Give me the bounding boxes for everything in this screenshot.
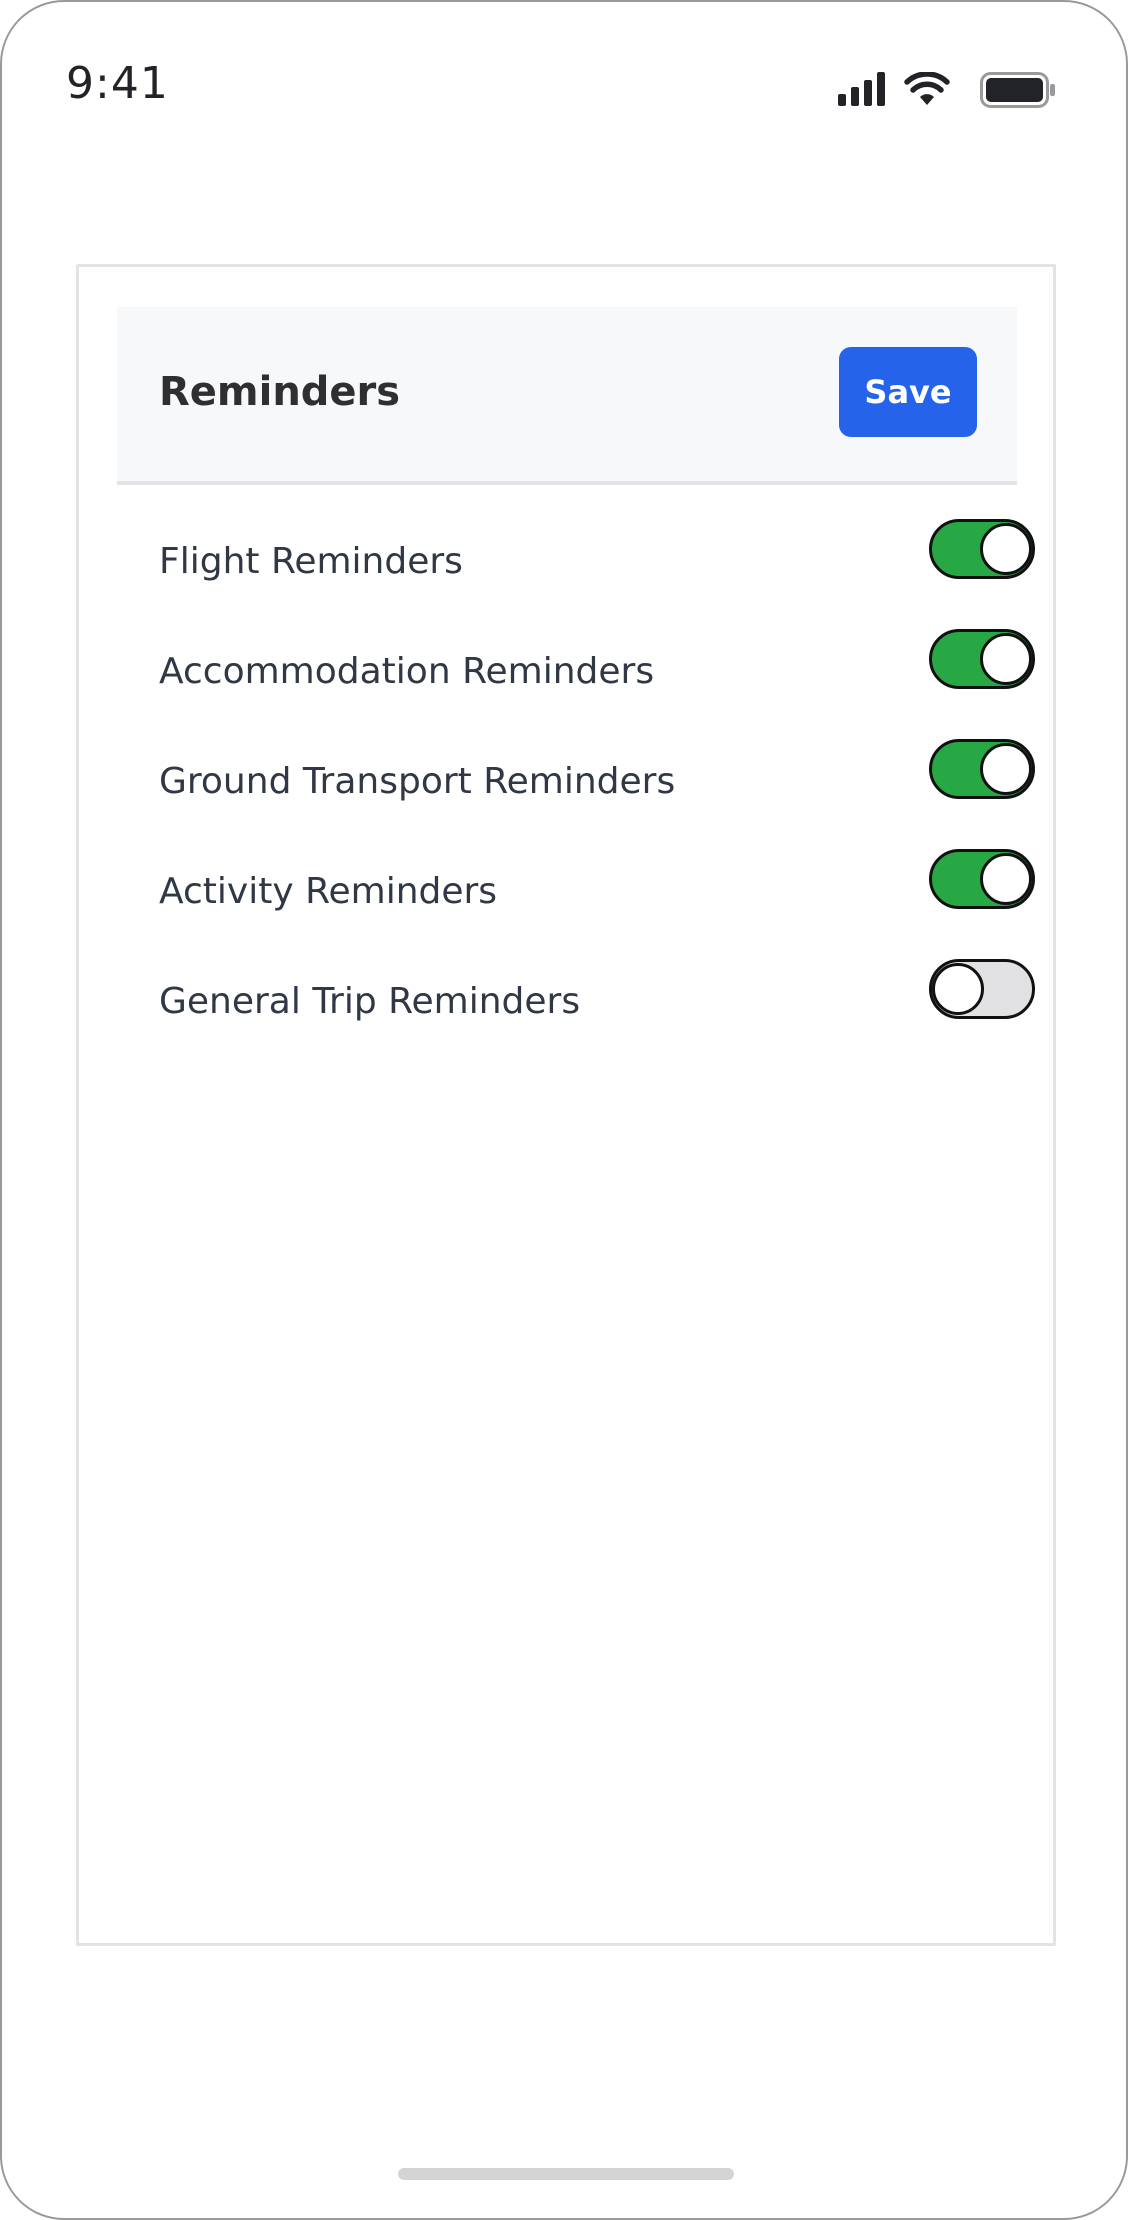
ground-transport-reminders-toggle[interactable] (929, 739, 1035, 799)
toggle-knob (980, 853, 1032, 905)
reminder-row-accommodation (159, 629, 979, 719)
reminder-label: Ground Transport Reminders (159, 761, 676, 802)
general-trip-reminders-toggle[interactable] (929, 959, 1035, 1019)
wifi-icon (904, 72, 950, 106)
reminder-row-flight (159, 519, 979, 609)
toggle-knob (980, 523, 1032, 575)
reminders-card (76, 264, 1056, 1946)
status-bar (2, 2, 1126, 182)
save-button[interactable]: Save (839, 347, 977, 437)
status-time: 9:41 (66, 58, 169, 109)
reminder-label: Flight Reminders (159, 541, 463, 582)
home-indicator[interactable] (398, 2168, 734, 2180)
page-title: Reminders (159, 369, 401, 415)
reminder-row-ground-transport (159, 739, 979, 829)
reminder-row-general-trip (159, 959, 979, 1049)
card-header (117, 307, 1017, 485)
toggle-knob (980, 743, 1032, 795)
toggle-knob (932, 963, 984, 1015)
toggle-knob (980, 633, 1032, 685)
reminder-label: Activity Reminders (159, 871, 498, 912)
battery-icon (980, 72, 1056, 108)
accommodation-reminders-toggle[interactable] (929, 629, 1035, 689)
reminder-label: General Trip Reminders (159, 981, 581, 1022)
reminder-label: Accommodation Reminders (159, 651, 655, 692)
cellular-signal-icon (838, 72, 888, 106)
flight-reminders-toggle[interactable] (929, 519, 1035, 579)
reminder-row-activity (159, 849, 979, 939)
activity-reminders-toggle[interactable] (929, 849, 1035, 909)
